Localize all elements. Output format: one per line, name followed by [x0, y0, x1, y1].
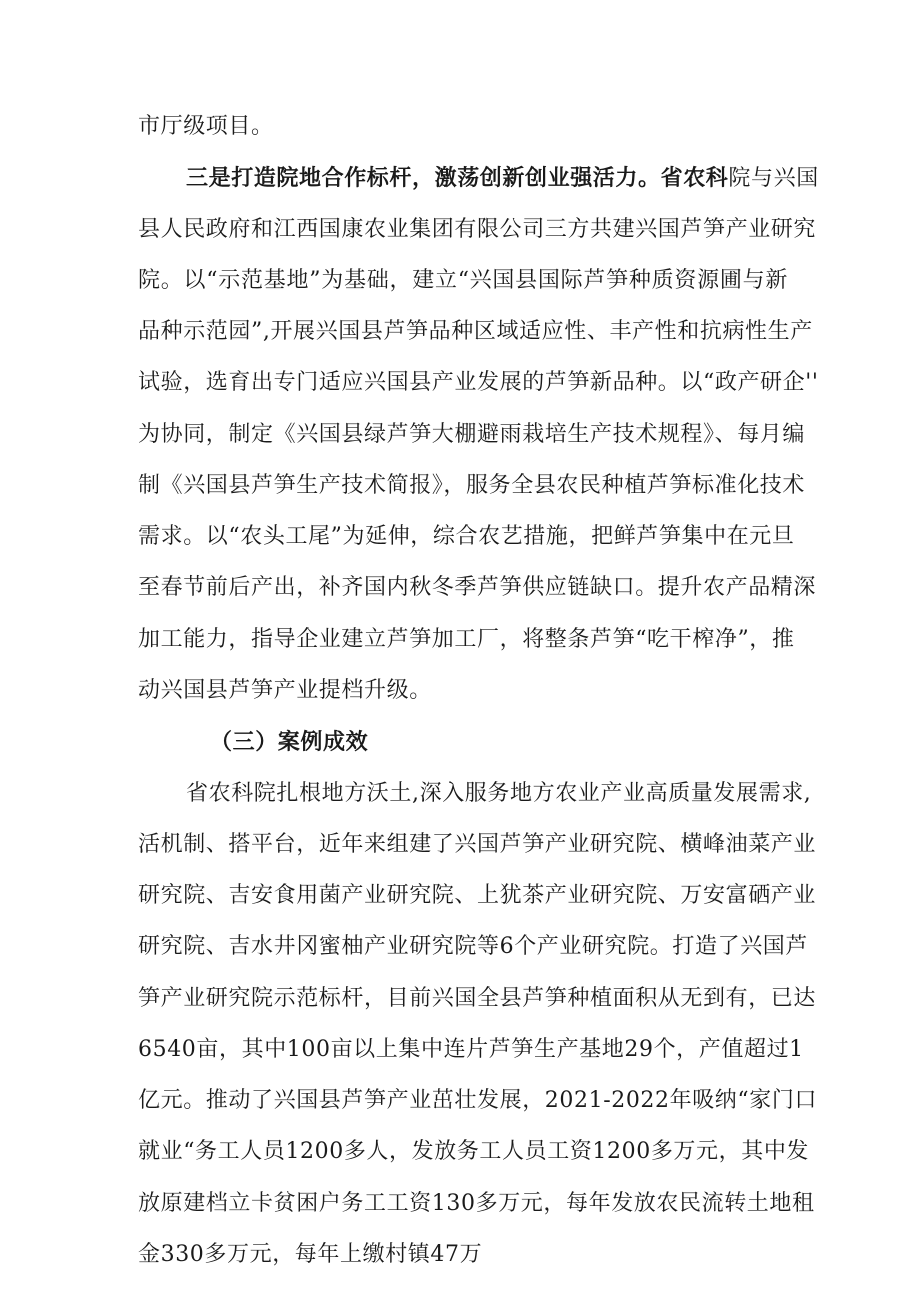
- paragraph-line: 院。以“示范基地”为基础，建立“兴国县国际芦笋种质资源圃与新: [138, 268, 788, 293]
- paragraph-line: 研究院、吉安食用菌产业研究院、上犹茶产业研究院、万安富硒产业: [138, 883, 817, 908]
- paragraph-line: 试验，选育出专门适应兴国县产业发展的芦笋新品种。以“政产研企'': [138, 370, 819, 395]
- paragraph-line: 品种示范园”,开展兴国县芦笋品种区域适应性、丰产性和抗病性生产: [138, 319, 813, 344]
- paragraph-line: 活机制、搭平台，近年来组建了兴国芦笋产业研究院、横峰油菜产业: [138, 832, 817, 857]
- paragraph-line: 省农科院扎根地方沃土,深入服务地方农业产业高质量发展需求,: [186, 781, 812, 806]
- paragraph-line: 加工能力，指导企业建立芦笋加工厂，将整条芦笋“吃干榨净”，推: [138, 627, 795, 652]
- paragraph-line: 亿元。推动了兴国县芦笋产业茁壮发展，2021-2022年吸纳“家门口: [138, 1088, 818, 1113]
- paragraph-line: 县人民政府和江西国康农业集团有限公司三方共建兴国芦笋产业研究: [138, 217, 817, 242]
- paragraph-line: 研究院、吉水井冈蜜柚产业研究院等6个产业研究院。打造了兴国芦: [138, 934, 808, 959]
- paragraph-line: 动兴国县芦笋产业提档升级。: [138, 678, 432, 703]
- paragraph-line: [186, 163, 819, 194]
- paragraph-line: 笋产业研究院示范标杆，目前兴国全县芦笋种植面积从无到有，已达: [138, 986, 817, 1011]
- line-tail: 院与兴国: [728, 166, 819, 191]
- paragraph-line: 市厅级项目。: [138, 114, 274, 139]
- paragraph-line: 需求。以“农头工尾”为延伸，综合农艺措施，把鲜芦笋集中在元旦: [138, 524, 795, 549]
- section-heading: （三）案例成效: [210, 729, 369, 755]
- paragraph-line: 至春节前后产出，补齐国内秋冬季芦笋供应链缺口。提升农产品精深: [138, 575, 817, 600]
- paragraph-line: 为协同，制定《兴国县绿芦笋大棚避雨栽培生产技术规程》、每月编: [138, 422, 806, 447]
- paragraph-line: 制《兴国县芦笋生产技术简报》，服务全县农民种植芦笋标准化技术: [138, 473, 806, 498]
- paragraph-line: 放原建档立卡贫困户务工工资130多万元，每年发放农民流转土地租: [138, 1191, 815, 1216]
- bold-lead-text: 三是打造院地合作标杆，激荡创新创业强活力。省农科: [186, 165, 729, 191]
- paragraph-line: 就业“务工人员1200多人，发放务工人员工资1200多万元，其中发: [138, 1139, 810, 1164]
- paragraph-line: 金330多万元，每年上缴村镇47万: [138, 1242, 483, 1267]
- paragraph-line: 6540亩，其中100亩以上集中连片芦笋生产基地29个，产值超过1: [138, 1037, 804, 1062]
